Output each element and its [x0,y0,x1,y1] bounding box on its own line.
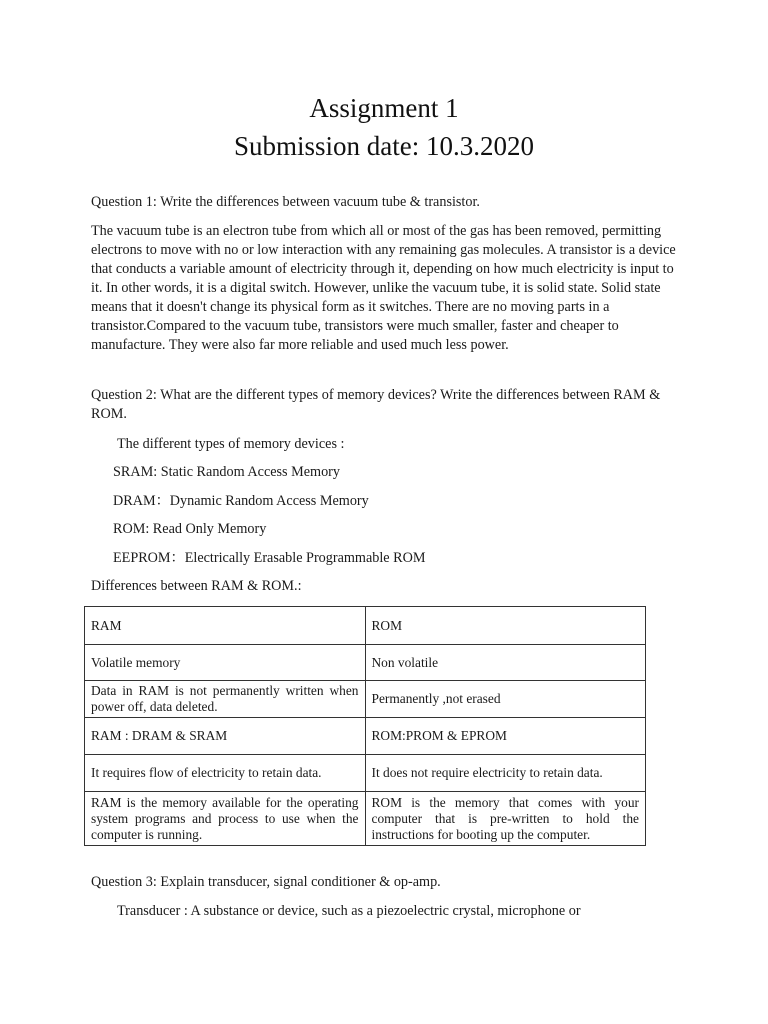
table-cell: RAM : DRAM & SRAM [85,718,366,755]
table-row [85,645,646,681]
question-3: Question 3: Explain transducer, signal conditioner & op-amp. [91,874,441,890]
memory-types-intro: The different types of memory devices : [117,436,345,452]
memory-type-eeprom: EEPROM：Electrically Erasable Programmable ROM [113,550,426,566]
answer-3-start: Transducer : A substance or device, such as a piezoelectric crystal, microphone or [117,903,581,919]
table-cell: ROM [365,607,646,645]
table-cell: Volatile memory [85,645,366,681]
differences-heading: Differences between RAM & ROM.: [91,578,302,594]
table-cell: It does not require electricity to retain data. [365,755,646,792]
table-cell: Data in RAM is not permanently written when power off, data deleted. [85,681,366,718]
table-cell: Permanently ,not erased [365,681,646,718]
question-2: Question 2: What are the different types of memory devices? Write the differences between RAM & ROM. [91,387,661,422]
submission-date: Submission date: 10.3.2020 [233,131,534,161]
table-cell: ROM:PROM & EPROM [365,718,646,755]
table-cell: It requires flow of electricity to retain data. [85,755,366,792]
assignment-title: Assignment 1 [309,93,459,123]
table-cell: ROM is the memory that comes with your computer that is pre-written to hold the instructions for booting up the computer. [365,792,646,846]
memory-type-dram: DRAM：Dynamic Random Access Memory [113,493,369,509]
table-cell: Non volatile [365,645,646,681]
memory-type-sram: SRAM: Static Random Access Memory [113,464,340,480]
table-row [85,607,646,645]
table-row [85,718,646,755]
question-1: Question 1: Write the differences between vacuum tube & transistor. [91,194,480,210]
memory-type-rom: ROM: Read Only Memory [113,521,267,537]
ram-rom-table [84,606,646,846]
table-row [85,792,646,846]
table-cell: RAM is the memory available for the operating system programs and process to use when the computer is running. [85,792,366,846]
table-row [85,681,646,718]
answer-1: The vacuum tube is an electron tube from which all or most of the gas has been removed, permitting electrons to move with no or low interaction with any remaining gas molecules. A transistor is a device that conducts a variable amount of electricity through it, depending on how much electricity is input to it. In other words, it is a digital switch. However, unlike the vacuum tube, it is solid state. Solid state means that it doesn't change its physical form as it switches. There are no moving parts in a transistor.Compared to the vacuum tube, transistors were much smaller, faster and cheaper to manufacture. They were also far more reliable and used much less power. [91,223,676,353]
table-cell: RAM [85,607,366,645]
table-row [85,755,646,792]
